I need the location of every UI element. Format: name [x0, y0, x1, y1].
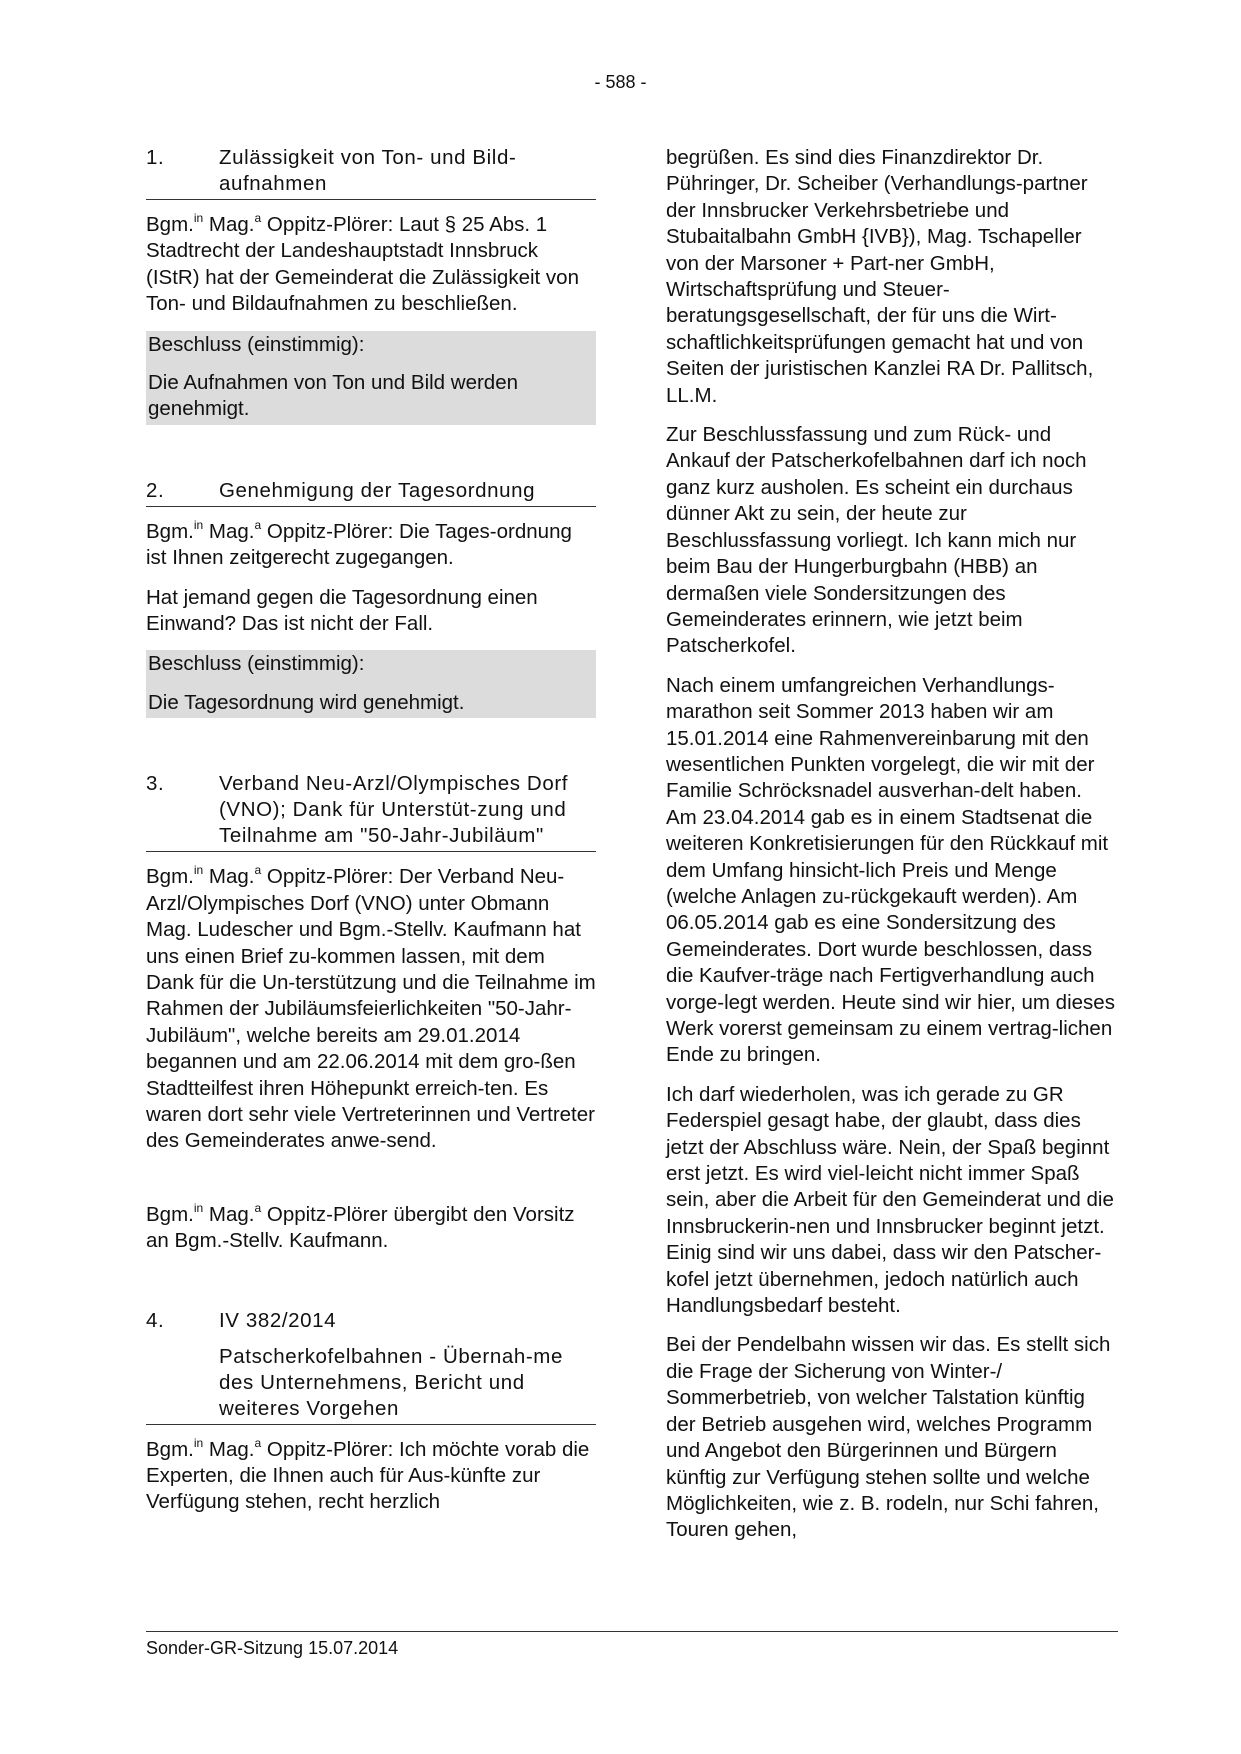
agenda-title: Genehmigung der Tagesordnung — [219, 478, 536, 502]
right-column — [666, 145, 1116, 1557]
agenda-heading-1 — [146, 145, 596, 200]
decision-box — [146, 650, 596, 718]
agenda-heading-3 — [146, 771, 596, 852]
paragraph: Bgm.$^{in}$ Mag.$^a$ Oppitz-Plörer: Ich möchte vorab die Experten, die Ihnen auch für Aus-künfte zur Verfügung stehen, recht herzlich — [146, 1435, 590, 1514]
agenda-number: 1. — [146, 146, 165, 169]
agenda-number: 2. — [146, 478, 165, 502]
agenda-title: Patscherkofelbahnen - Übernah-me des Unternehmens, Bericht und weiteres Vorgehen — [146, 1344, 596, 1425]
agenda-title: Verband Neu-Arzl/Olympisches Dorf (VNO); Dank für Unterstüt-zung und Teilnahme am "50-Jahr-Jubiläum" — [219, 772, 569, 848]
page-number: - 588 - — [594, 72, 647, 92]
footer-divider — [146, 1631, 1118, 1632]
paragraph: Bgm.$^{in}$ Mag.$^a$ Oppitz-Plörer: Laut § 25 Abs. 1 Stadtrecht der Landeshauptstadt Innsbruck (IStR) hat der Gemeinderat die Zulässigkeit von Ton- und Bildaufnahmen zu beschließen. — [146, 211, 579, 316]
left-column — [146, 145, 596, 1529]
agenda-heading-2 — [146, 478, 596, 507]
paragraph: Bgm.$^{in}$ Mag.$^a$ Oppitz-Plörer: Die Tages-ordnung ist Ihnen zeitgerecht zugegangen. — [146, 518, 572, 570]
paragraph: Bgm.$^{in}$ Mag.$^a$ Oppitz-Plörer übergibt den Vorsitz an Bgm.-Stellv. Kaufmann. — [146, 1200, 575, 1253]
decision-label: Beschluss (einstimmig): — [148, 332, 365, 356]
agenda-heading-4 — [146, 1308, 596, 1336]
paragraph: begrüßen. Es sind dies Finanzdirektor Dr. Pühringer, Dr. Scheiber (Verhandlungs-partner der Innsbrucker Verkehrsbetriebe und Stubaitalbahn GmbH {IVB}), Mag. Tschapeller von der Marsoner + Part-ner GmbH, Wirtschaftsprüfung und Steuer-beratungsgesellschaft, der für uns die Wirt-schaftlichkeitsprüfungen gemacht hat und von Seiten der juristischen Kanzlei RA Dr. Pallitsch, LL.M. — [666, 146, 1094, 407]
decision-label: Beschluss (einstimmig): — [148, 652, 365, 676]
paragraph: Bgm.$^{in}$ Mag.$^a$ Oppitz-Plörer: Der Verband Neu-Arzl/Olympisches Dorf (VNO) unter Obmann Mag. Ludescher und Bgm.-Stellv. Kaufmann hat uns einen Brief zu-kommen lassen, mit dem Dank für die Un-terstützung und die Teilnahme im Rahmen der Jubiläumsfeierlichkeiten "50-Jahr-Jubiläum", welche bereits am 29.01.2014 begannen und am 22.06.2014 mit dem gro-ßen Stadtteilfest ihren Höhepunkt erreich-ten. Es waren dort sehr viele Vertreterinnen und Vertreter des Gemeinderates anwe-send. — [146, 863, 596, 1153]
footer-text: Sonder-GR-Sitzung 15.07.2014 — [146, 1638, 399, 1658]
decision-text: Die Aufnahmen von Ton und Bild werden genehmigt. — [148, 371, 519, 421]
agenda-reference: IV 382/2014 — [219, 1308, 337, 1332]
agenda-number: 4. — [146, 1308, 165, 1332]
paragraph: Bei der Pendelbahn wissen wir das. Es stellt sich die Frage der Sicherung von Winter-/ Sommerbetrieb, von welcher Talstation künftig der Betrieb ausgehen wird, welches Programm und Angebot den Bürgerinnen und Bürgern künftig zur Verfügung stehen sollte und welche Möglichkeiten, wie z. B. rodeln, nur Schi fahren, Touren gehen, — [666, 1333, 1111, 1542]
decision-box — [146, 331, 596, 425]
decision-text: Die Tagesordnung wird genehmigt. — [148, 690, 465, 714]
paragraph: Hat jemand gegen die Tagesordnung einen Einwand? Das ist nicht der Fall. — [146, 585, 538, 636]
paragraph: Ich darf wiederholen, was ich gerade zu GR Federspiel gesagt habe, der glaubt, dass dies jetzt der Abschluss wäre. Nein, der Spaß beginnt erst jetzt. Es wird viel-leicht nicht immer Spaß sein, aber die Arbeit für den Gemeinderat und die Innsbruckerin-nen und Innsbrucker beginnt jetzt. Einig sind wir uns dabei, dass wir den Patscher-kofel jetzt übernehmen, jedoch natürlich auch Handlungsbedarf besteht. — [666, 1082, 1114, 1318]
paragraph: Nach einem umfangreichen Verhandlungs-marathon seit Sommer 2013 haben wir am 15.01.2014 eine Rahmenvereinbarung mit den wesentlichen Punkten vorgelegt, die wir mit der Familie Schröcksnadel ausverhan-delt haben. Am 23.04.2014 gab es in einem Stadtsenat die weiteren Konkretisierungen für den Rückkauf mit dem Umfang hinsicht-lich Preis und Menge (welche Anlagen zu-rückgekauft werden). Am 06.05.2014 gab es eine Sondersitzung des Gemeinderates. Dort wurde beschlossen, dass die Kaufver-träge nach Fertigverhandlung auch vorge-legt werden. Heute sind wir hier, um dieses Werk vorerst gemeinsam zu einem vertrag-lichen Ende zu bringen. — [666, 673, 1115, 1067]
paragraph: Zur Beschlussfassung und zum Rück- und Ankauf der Patscherkofelbahnen darf ich noch ganz kurz ausholen. Es scheint ein durchaus dünner Akt zu sein, der heute zur Beschlussfassung vorliegt. Ich kann mich nur beim Bau der Hungerburgbahn (HBB) an dermaßen viele Sondersitzungen des Gemeinderates erinnern, wie jetzt beim Patscherkofel. — [666, 423, 1087, 658]
agenda-title: Zulässigkeit von Ton- und Bild-aufnahmen — [219, 146, 517, 195]
agenda-number: 3. — [146, 772, 165, 796]
